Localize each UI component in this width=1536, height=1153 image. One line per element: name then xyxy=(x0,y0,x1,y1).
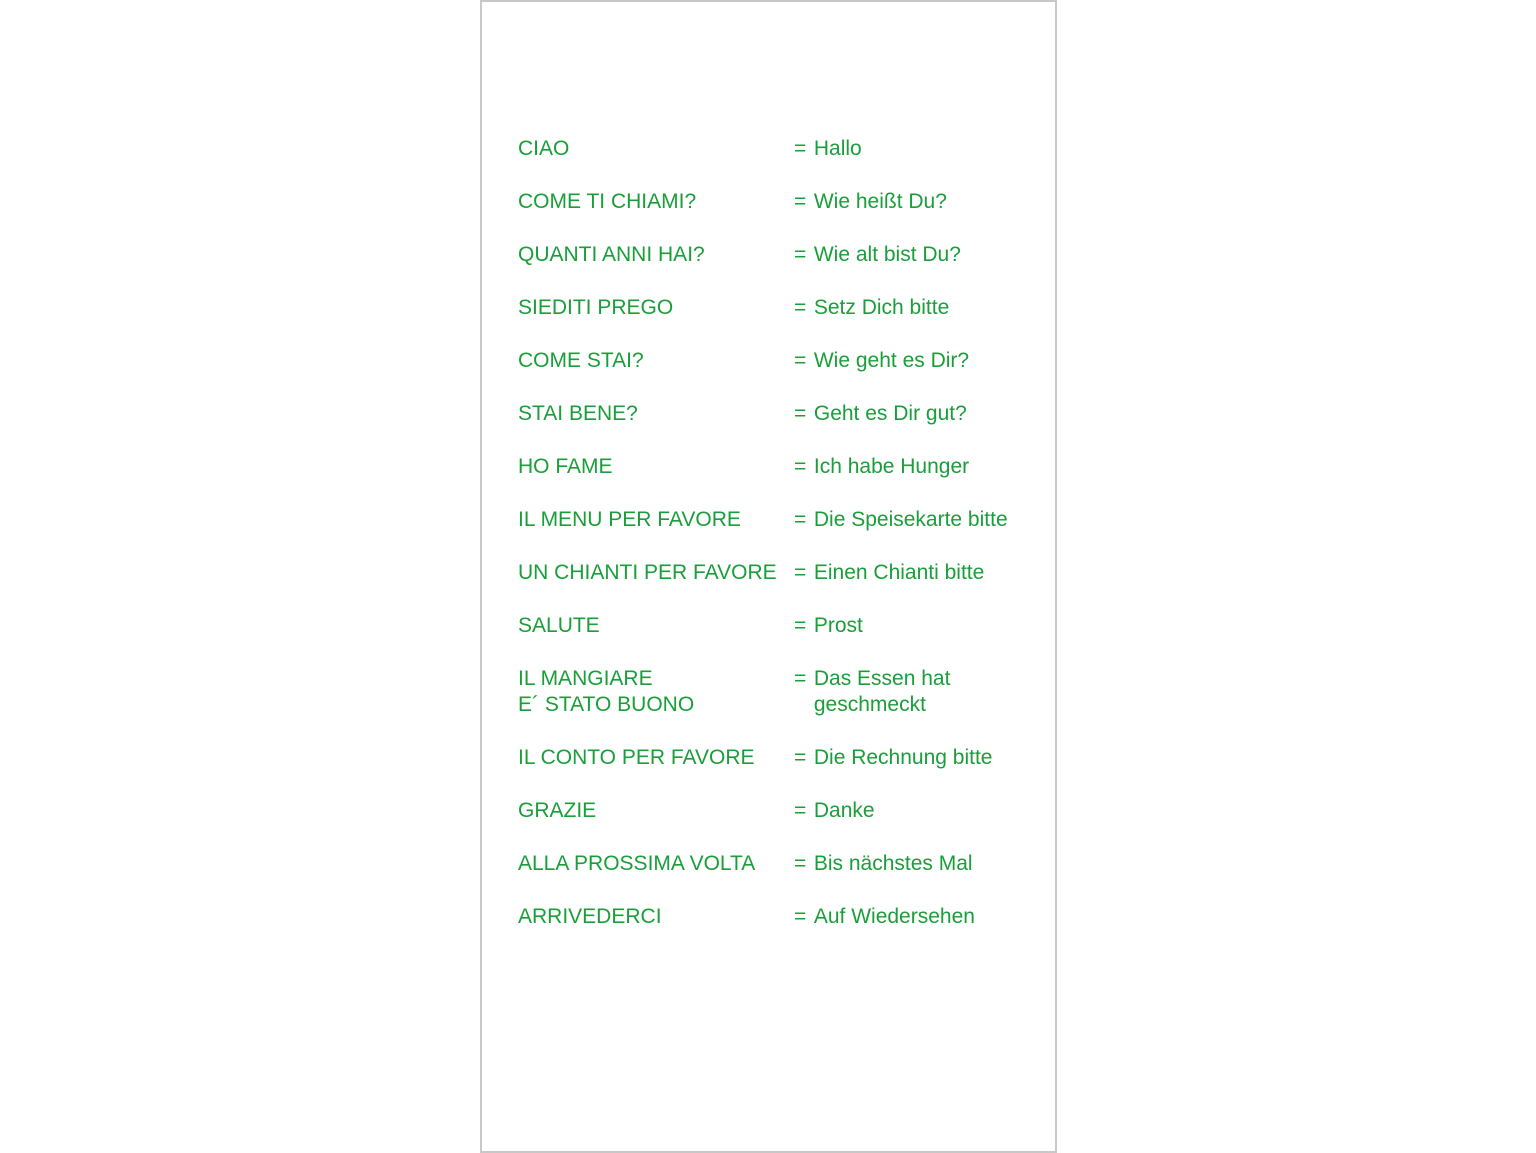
italian-phrase: QUANTI ANNI HAI? xyxy=(518,243,705,266)
equals-sign: = xyxy=(793,746,807,769)
german-translation: Prost xyxy=(813,614,863,637)
equals-sign: = xyxy=(793,243,807,266)
equals-sign: = xyxy=(793,852,807,875)
equals-sign: = xyxy=(793,402,807,425)
phrase-row xyxy=(518,295,1038,321)
german-translation: Wie geht es Dir? xyxy=(813,349,970,372)
german-translation: Die Rechnung bitte xyxy=(813,746,993,769)
phrase-row xyxy=(518,851,1038,877)
italian-phrase: HO FAME xyxy=(518,455,613,478)
equals-sign: = xyxy=(793,905,807,928)
phrase-row xyxy=(518,189,1038,215)
german-translation: Einen Chianti bitte xyxy=(813,561,985,584)
equals-sign: = xyxy=(793,455,807,478)
italian-phrase: IL CONTO PER FAVORE xyxy=(518,746,755,769)
italian-phrase: STAI BENE? xyxy=(518,402,638,425)
italian-phrase: SALUTE xyxy=(518,614,600,637)
italian-phrase: IL MENU PER FAVORE xyxy=(518,508,741,531)
german-translation: Danke xyxy=(813,799,875,822)
phrase-row xyxy=(518,560,1038,586)
german-translation: Das Essen hat geschmeckt xyxy=(813,667,951,716)
german-translation: Setz Dich bitte xyxy=(813,296,950,319)
equals-sign: = xyxy=(793,296,807,319)
phrase-list xyxy=(518,136,1038,957)
phrase-row xyxy=(518,904,1038,930)
equals-sign: = xyxy=(793,137,807,160)
italian-phrase: CIAO xyxy=(518,137,570,160)
italian-phrase: IL MANGIARE E´ STATO BUONO xyxy=(518,667,695,716)
italian-phrase: UN CHIANTI PER FAVORE xyxy=(518,561,777,584)
german-translation: Wie heißt Du? xyxy=(813,190,947,213)
german-translation: Ich habe Hunger xyxy=(813,455,970,478)
equals-sign: = xyxy=(793,508,807,531)
phrase-row xyxy=(518,798,1038,824)
italian-phrase: SIEDITI PREGO xyxy=(518,296,674,319)
german-translation: Geht es Dir gut? xyxy=(813,402,967,425)
german-translation: Wie alt bist Du? xyxy=(813,243,961,266)
german-translation: Hallo xyxy=(813,137,862,160)
italian-phrase: COME STAI? xyxy=(518,349,644,372)
equals-sign: = xyxy=(793,190,807,213)
phrase-row xyxy=(518,745,1038,771)
italian-phrase: ALLA PROSSIMA VOLTA xyxy=(518,852,756,875)
phrase-row xyxy=(518,242,1038,268)
phrase-card xyxy=(480,0,1057,1153)
italian-phrase: GRAZIE xyxy=(518,799,597,822)
phrase-row xyxy=(518,666,1038,718)
phrase-row xyxy=(518,136,1038,162)
german-translation: Die Speisekarte bitte xyxy=(813,508,1008,531)
german-translation: Bis nächstes Mal xyxy=(813,852,973,875)
phrase-row xyxy=(518,348,1038,374)
equals-sign: = xyxy=(793,349,807,372)
equals-sign: = xyxy=(793,614,807,637)
phrase-row xyxy=(518,401,1038,427)
phrase-row xyxy=(518,507,1038,533)
equals-sign: = xyxy=(793,799,807,822)
italian-phrase: COME TI CHIAMI? xyxy=(518,190,697,213)
equals-sign: = xyxy=(793,667,807,690)
phrase-row xyxy=(518,613,1038,639)
equals-sign: = xyxy=(793,561,807,584)
german-translation: Auf Wiedersehen xyxy=(813,905,975,928)
italian-phrase: ARRIVEDERCI xyxy=(518,905,662,928)
phrase-row xyxy=(518,454,1038,480)
